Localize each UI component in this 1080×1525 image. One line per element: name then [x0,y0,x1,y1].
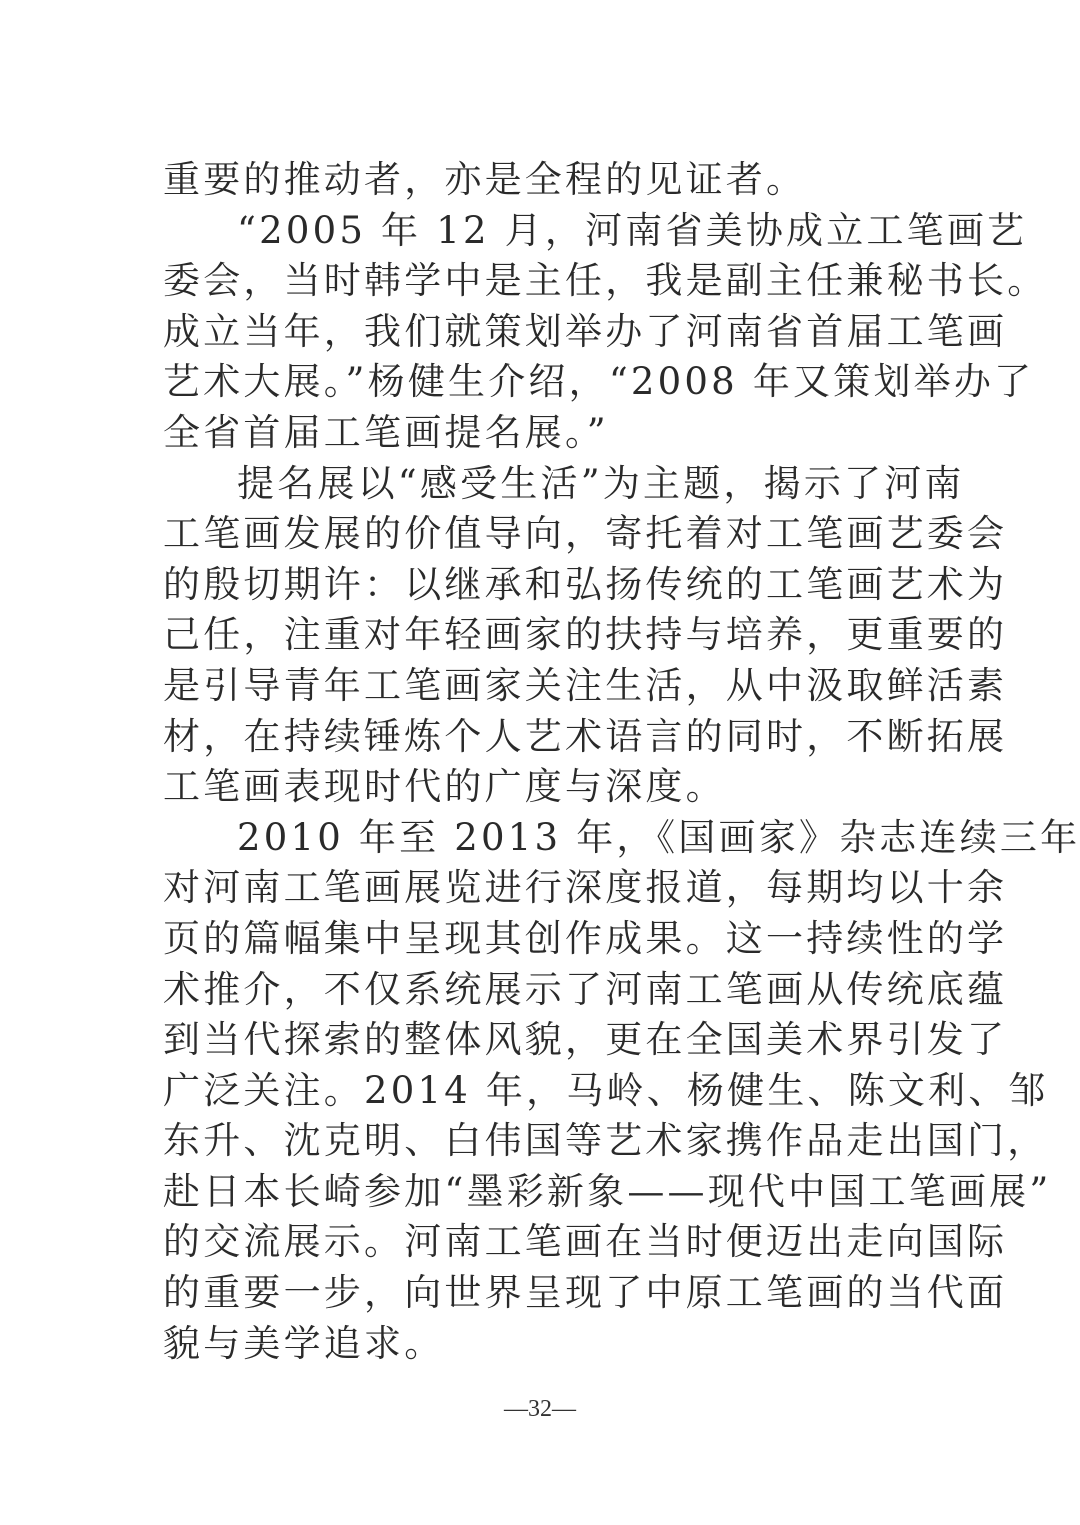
text-line: 是引导青年工笔画家关注生活，从中汲取鲜活素 [163,663,1008,707]
paragraph [163,206,1048,459]
text-line: 委会，当时韩学中是主任，我是副主任兼秘书长。 [163,259,1048,303]
text-line: 提名展以“感受生活”为主题，揭示了河南 [237,461,965,505]
paragraph [163,813,1080,1370]
text-line: 工笔画表现时代的广度与深度。 [163,765,726,809]
text-line: 赴日本长崎参加“墨彩新象——现代中国工笔画展” [163,1169,1052,1213]
text-line: 的交流展示。河南工笔画在当时便迈出走向国际 [163,1220,1008,1264]
document-body [163,155,1080,1369]
text-line: 2010 年至 2013 年，《国画家》杂志连续三年 [237,815,1080,859]
text-line: 材，在持续锤炼个人艺术语言的同时，不断拓展 [163,714,1008,758]
text-line: 页的篇幅集中呈现其创作成果。这一持续性的学 [163,916,1008,960]
text-line: “2005 年 12 月，河南省美协成立工笔画艺 [237,208,1028,252]
text-line: 艺术大展。”杨健生介绍，“2008 年又策划举办了 [163,360,1035,404]
text-line: 到当代探索的整体风貌，更在全国美术界引发了 [163,1018,1008,1062]
text-line: 成立当年，我们就策划举办了河南省首届工笔画 [163,309,1008,353]
text-line: 对河南工笔画展览进行深度报道，每期均以十余 [163,866,1008,910]
paragraph [163,459,1008,813]
text-line: 的重要一步，向世界呈现了中原工笔画的当代面 [163,1271,1008,1315]
text-line: 重要的推动者，亦是全程的见证者。 [163,158,807,201]
text-line: 貌与美学追求。 [163,1321,445,1365]
paragraph [163,155,918,206]
text-line: 己任，注重对年轻画家的扶持与培养，更重要的 [163,613,1008,657]
text-line: 东升、沈克明、白伟国等艺术家携作品走出国门， [163,1119,1048,1163]
text-line: 工笔画发展的价值导向，寄托着对工笔画艺委会 [163,512,1008,556]
text-line: 术推介，不仅系统展示了河南工笔画从传统底蕴 [163,967,1008,1011]
page-number: —32— [504,1396,576,1422]
text-line: 的殷切期许：以继承和弘扬传统的工笔画艺术为 [163,562,1008,606]
text-line: 广泛关注。2014 年，马岭、杨健生、陈文利、邹 [163,1068,1049,1112]
text-line: 全省首届工笔画提名展。” [163,410,609,454]
